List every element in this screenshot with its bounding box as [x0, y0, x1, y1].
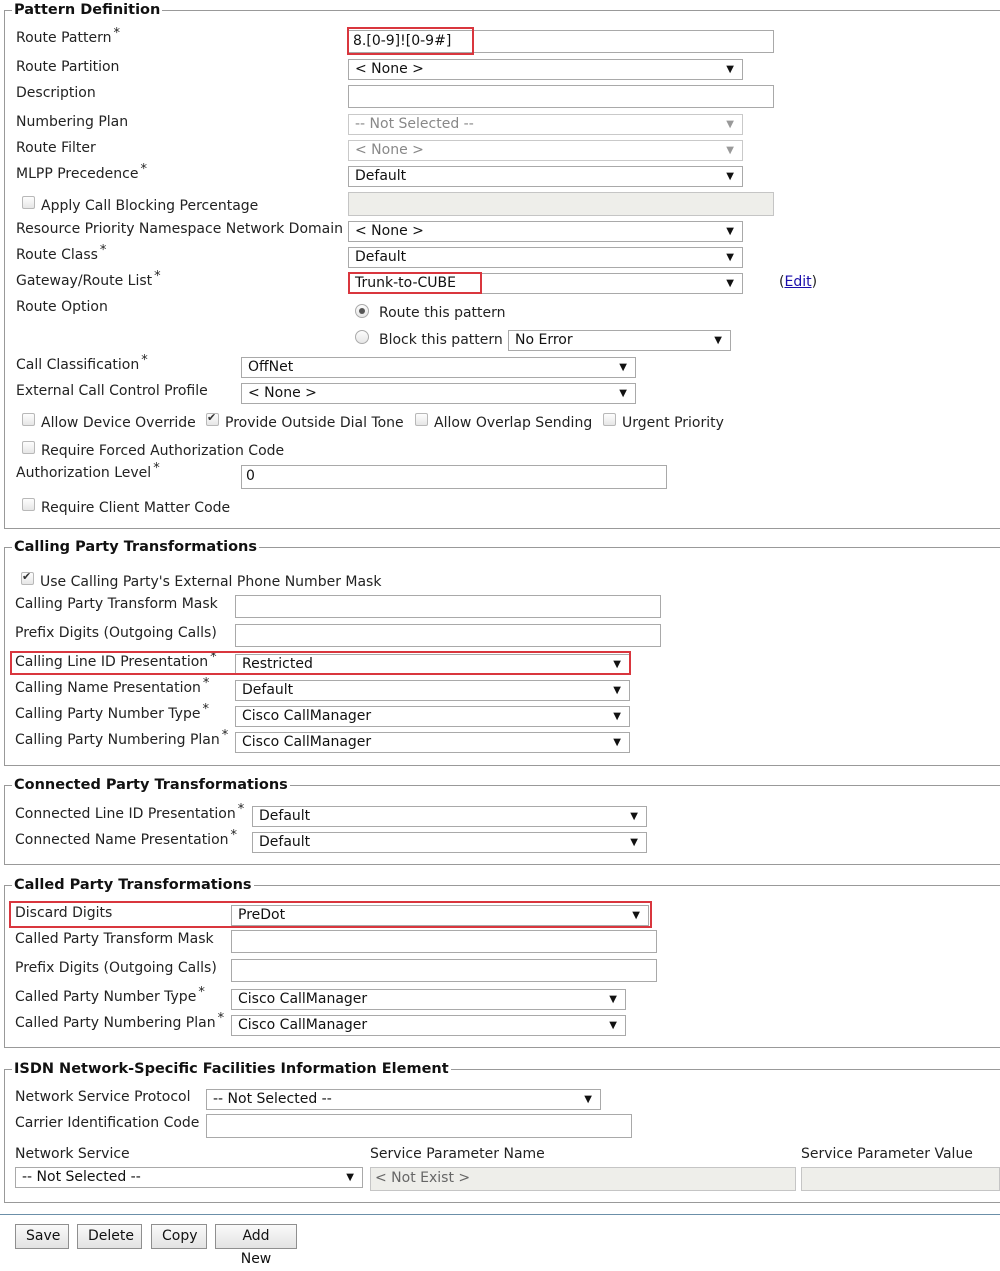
section-legend: Calling Party Transformations: [14, 539, 258, 555]
discard-digits-select[interactable]: PreDot ▼: [231, 905, 649, 926]
calling-prefix-digits-label: Prefix Digits (Outgoing Calls): [15, 625, 217, 641]
connected-line-id-select[interactable]: Default ▼: [252, 806, 647, 827]
call-classification-label: Call Classification *: [16, 353, 148, 373]
called-prefix-digits-label: Prefix Digits (Outgoing Calls): [15, 960, 217, 976]
route-class-select[interactable]: Default ▼: [348, 247, 743, 268]
connected-name-presentation-select[interactable]: Default ▼: [252, 832, 647, 853]
section-legend: Connected Party Transformations: [14, 777, 288, 793]
route-this-pattern-radio[interactable]: [355, 304, 369, 318]
require-client-matter-checkbox[interactable]: [22, 498, 35, 511]
calling-name-presentation-select[interactable]: Default ▼: [235, 680, 630, 701]
allow-device-override-label: Allow Device Override: [41, 415, 196, 431]
apply-call-blocking-label: Apply Call Blocking Percentage: [41, 198, 259, 214]
connected-name-presentation-label: Connected Name Presentation *: [15, 828, 238, 848]
called-numbering-plan-select[interactable]: Cisco CallManager ▼: [231, 1015, 626, 1036]
calling-numbering-plan-select[interactable]: Cisco CallManager ▼: [235, 732, 630, 753]
provide-outside-dial-tone-checkbox[interactable]: [206, 413, 219, 426]
save-button[interactable]: Save: [15, 1224, 69, 1249]
call-classification-select[interactable]: OffNet ▼: [241, 357, 636, 378]
gateway-route-list-label: Gateway/Route List *: [16, 269, 161, 289]
rp-namespace-label: Resource Priority Namespace Network Domain: [16, 221, 343, 237]
block-reason-select[interactable]: No Error ▼: [508, 330, 731, 351]
block-this-pattern-label: Block this pattern: [379, 332, 503, 348]
calling-line-id-select[interactable]: Restricted ▼: [235, 654, 630, 675]
rp-namespace-select[interactable]: < None > ▼: [348, 221, 743, 242]
highlight-box: [9, 901, 652, 928]
service-param-value-input: [801, 1167, 1000, 1191]
chevron-down-icon: ▼: [726, 145, 734, 156]
called-number-type-select[interactable]: Cisco CallManager ▼: [231, 989, 626, 1010]
gateway-route-list-select[interactable]: Trunk-to-CUBE ▼: [348, 273, 743, 294]
external-call-control-label: External Call Control Profile: [16, 383, 208, 399]
calling-prefix-digits-input[interactable]: [235, 624, 661, 647]
network-service-protocol-label: Network Service Protocol: [15, 1089, 191, 1105]
section-legend: ISDN Network-Specific Facilities Information Element: [14, 1061, 449, 1077]
chevron-down-icon: ▼: [609, 1020, 617, 1031]
copy-button[interactable]: Copy: [151, 1224, 207, 1249]
route-pattern-label: Route Pattern *: [16, 26, 120, 46]
edit-link[interactable]: Edit: [784, 274, 812, 290]
network-service-protocol-select[interactable]: -- Not Selected -- ▼: [206, 1089, 601, 1110]
chevron-down-icon: ▼: [726, 119, 734, 130]
chevron-down-icon: ▼: [613, 737, 621, 748]
block-this-pattern-radio[interactable]: [355, 330, 369, 344]
highlight-box: [10, 651, 631, 675]
provide-outside-dial-tone-label: Provide Outside Dial Tone: [225, 415, 404, 431]
require-forced-auth-checkbox[interactable]: [22, 441, 35, 454]
network-service-select[interactable]: -- Not Selected -- ▼: [15, 1167, 363, 1188]
mlpp-precedence-label: MLPP Precedence *: [16, 162, 147, 182]
chevron-down-icon: ▼: [346, 1172, 354, 1183]
chevron-down-icon: ▼: [630, 811, 638, 822]
calling-transform-mask-label: Calling Party Transform Mask: [15, 596, 218, 612]
use-external-mask-label: Use Calling Party's External Phone Number Mask: [40, 574, 382, 590]
section-legend: Called Party Transformations: [14, 877, 252, 893]
allow-overlap-sending-label: Allow Overlap Sending: [434, 415, 593, 431]
discard-digits-label: Discard Digits: [15, 905, 113, 921]
chevron-down-icon: ▼: [613, 659, 621, 670]
chevron-down-icon: ▼: [726, 226, 734, 237]
called-transform-mask-label: Called Party Transform Mask: [15, 931, 214, 947]
calling-line-id-label: Calling Line ID Presentation *: [15, 650, 217, 670]
carrier-id-code-label: Carrier Identification Code: [15, 1115, 200, 1131]
route-option-label: Route Option: [16, 299, 108, 315]
chevron-down-icon: ▼: [726, 252, 734, 263]
called-transform-mask-input[interactable]: [231, 930, 657, 953]
calling-number-type-label: Calling Party Number Type *: [15, 702, 209, 722]
route-partition-select[interactable]: < None > ▼: [348, 59, 743, 80]
connected-line-id-label: Connected Line ID Presentation *: [15, 802, 245, 822]
authorization-level-label: Authorization Level *: [16, 461, 160, 481]
external-call-control-select[interactable]: < None > ▼: [241, 383, 636, 404]
use-external-mask-checkbox[interactable]: [21, 572, 34, 585]
chevron-down-icon: ▼: [613, 711, 621, 722]
calling-number-type-select[interactable]: Cisco CallManager ▼: [235, 706, 630, 727]
called-number-type-label: Called Party Number Type *: [15, 985, 205, 1005]
chevron-down-icon: ▼: [632, 910, 640, 921]
chevron-down-icon: ▼: [630, 837, 638, 848]
route-pattern-input[interactable]: 8.[0-9]![0-9#]: [348, 30, 774, 53]
route-this-pattern-label: Route this pattern: [379, 305, 506, 321]
calling-numbering-plan-label: Calling Party Numbering Plan *: [15, 728, 229, 748]
allow-overlap-sending-checkbox[interactable]: [415, 413, 428, 426]
add-new-button[interactable]: Add New: [215, 1224, 297, 1249]
service-param-name-label: Service Parameter Name: [370, 1146, 545, 1162]
called-prefix-digits-input[interactable]: [231, 959, 657, 982]
require-client-matter-label: Require Client Matter Code: [41, 500, 231, 516]
authorization-level-input[interactable]: 0: [241, 465, 667, 489]
description-label: Description: [16, 85, 96, 101]
carrier-id-code-input[interactable]: [206, 1114, 632, 1138]
highlight-box: [348, 272, 482, 294]
calling-transform-mask-input[interactable]: [235, 595, 661, 618]
service-param-value-label: Service Parameter Value: [801, 1146, 973, 1162]
numbering-plan-select: -- Not Selected -- ▼: [348, 114, 743, 135]
chevron-down-icon: ▼: [619, 388, 627, 399]
chevron-down-icon: ▼: [584, 1094, 592, 1105]
called-numbering-plan-label: Called Party Numbering Plan *: [15, 1011, 225, 1031]
chevron-down-icon: ▼: [726, 64, 734, 75]
section-legend: Pattern Definition: [14, 2, 161, 18]
calling-name-presentation-label: Calling Name Presentation *: [15, 676, 210, 696]
chevron-down-icon: ▼: [619, 362, 627, 373]
call-blocking-percentage-input: [348, 192, 774, 216]
delete-button[interactable]: Delete: [77, 1224, 142, 1249]
chevron-down-icon: ▼: [726, 278, 734, 289]
numbering-plan-label: Numbering Plan: [16, 114, 129, 130]
apply-call-blocking-checkbox[interactable]: [22, 196, 35, 209]
require-forced-auth-label: Require Forced Authorization Code: [41, 443, 285, 459]
urgent-priority-label: Urgent Priority: [622, 415, 724, 431]
network-service-label: Network Service: [15, 1146, 130, 1162]
route-filter-label: Route Filter: [16, 140, 96, 156]
allow-device-override-checkbox[interactable]: [22, 413, 35, 426]
chevron-down-icon: ▼: [613, 685, 621, 696]
toolbar-divider: [0, 1214, 1000, 1215]
route-filter-select: < None > ▼: [348, 140, 743, 161]
urgent-priority-checkbox[interactable]: [603, 413, 616, 426]
chevron-down-icon: ▼: [609, 994, 617, 1005]
edit-link-wrapper: (Edit): [779, 274, 818, 290]
route-partition-label: Route Partition: [16, 59, 120, 75]
highlight-box: [347, 27, 474, 55]
description-input[interactable]: [348, 85, 774, 108]
route-class-label: Route Class *: [16, 243, 107, 263]
chevron-down-icon: ▼: [714, 335, 722, 346]
mlpp-precedence-select[interactable]: Default ▼: [348, 166, 743, 187]
chevron-down-icon: ▼: [726, 171, 734, 182]
service-param-name-input: < Not Exist >: [370, 1167, 796, 1191]
